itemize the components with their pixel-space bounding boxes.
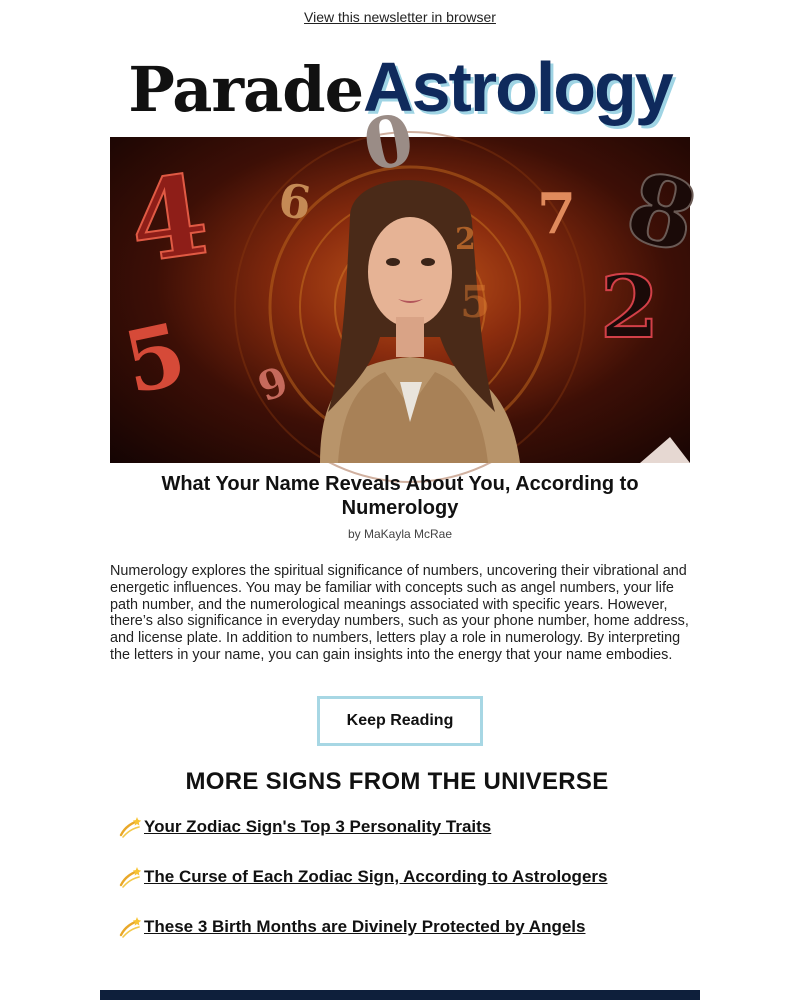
dizzy-comet-icon xyxy=(118,815,144,839)
link-curse-of-each-sign[interactable]: The Curse of Each Zodiac Sign, According to Astrologers xyxy=(144,867,608,886)
list-item xyxy=(118,915,718,965)
numeral-6: 6 xyxy=(275,172,315,231)
more-signs-heading: MORE SIGNS FROM THE UNIVERSE xyxy=(185,768,609,795)
numeral-8: 8 xyxy=(615,150,709,275)
footer-bar xyxy=(100,990,700,1000)
numeral-fragment xyxy=(640,437,690,463)
numeral-2-large: 2 xyxy=(600,258,660,358)
article-byline: by MaKayla McRae xyxy=(347,527,453,541)
view-in-browser-link[interactable]: View this newsletter in browser xyxy=(304,9,496,25)
numeral-7: 7 xyxy=(537,181,576,247)
list-item xyxy=(118,865,718,915)
logo-parade-text: Parade xyxy=(128,53,364,126)
list-item xyxy=(118,815,718,865)
numeral-4: 4 xyxy=(121,149,216,288)
related-links-list xyxy=(118,815,718,965)
numeral-5-left: 5 xyxy=(115,304,195,415)
hero-illustration xyxy=(110,97,709,463)
numeral-9: 9 xyxy=(252,357,295,412)
hero-image-numerology[interactable] xyxy=(110,97,709,463)
keep-reading-button[interactable]: Keep Reading xyxy=(317,696,483,746)
article-body: Numerology explores the spiritual significance of numbers, uncovering their vibrational and energetic influences. You may be familiar with concepts such as angel numbers, your life path number, and the numerological meanings associated with specific years. However, there’s also significance in everyday numbers, such as your phone number, home address, and license plate. In addition to numbers, letters play a role in numerology. By interpreting the letters in your name, you can gain insights into the energy that your name embodies. xyxy=(110,563,689,663)
link-birth-months-protected[interactable]: These 3 Birth Months are Divinely Protected by Angels xyxy=(144,917,586,936)
numeral-0: 0 xyxy=(357,97,420,188)
numeral-2-small: 2 xyxy=(455,222,476,257)
dizzy-comet-icon xyxy=(118,915,144,939)
link-zodiac-personality-traits[interactable]: Your Zodiac Sign's Top 3 Personality Traits xyxy=(144,817,492,836)
numeral-5-center: 5 xyxy=(460,277,491,328)
article-headline[interactable]: What Your Name Reveals About You, According to Numerology xyxy=(161,473,639,519)
dizzy-comet-icon xyxy=(118,865,144,889)
logo-astrology-text: Astrology xyxy=(363,48,672,126)
